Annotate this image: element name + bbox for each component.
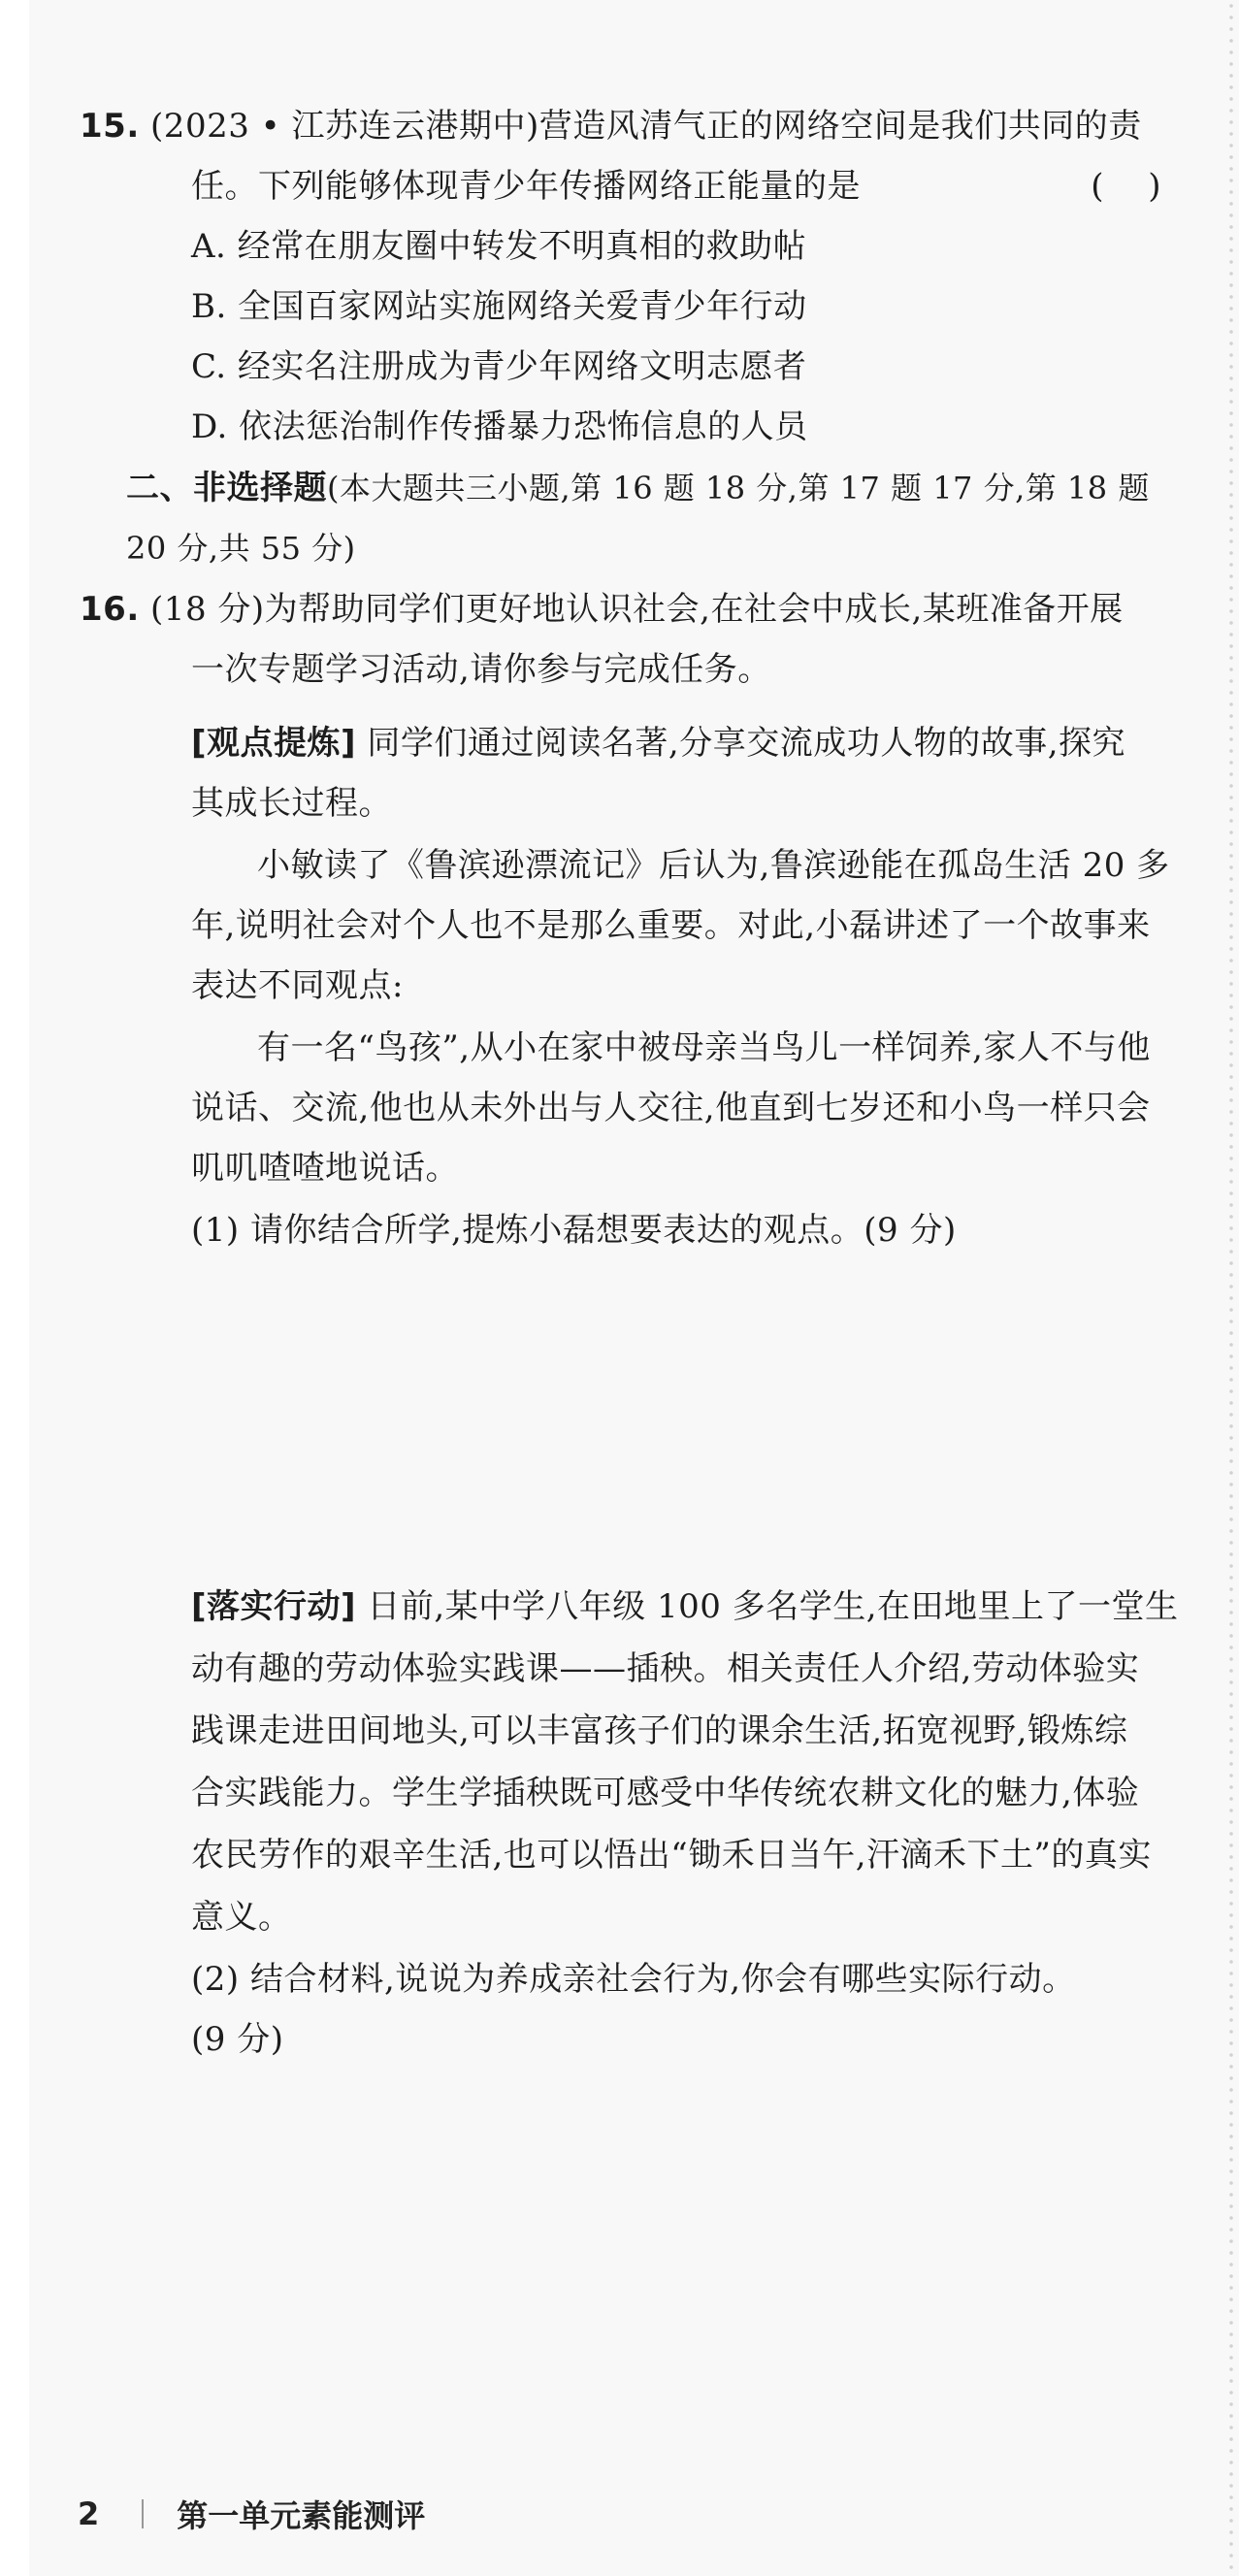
part2-line1 (191, 1585, 1179, 1628)
part1-text-line2: 其成长过程。 (191, 784, 392, 823)
part2-question-line1: (2) 结合材料,说说为养成亲社会行为,你会有哪些实际行动。 (191, 1960, 1076, 1999)
answer-parentheses: ( ) (1091, 167, 1161, 206)
part1-question: (1) 请你结合所学,提炼小磊想要表达的观点。(9 分) (191, 1211, 957, 1250)
q15-option-d: D. 依法惩治制作传播暴力恐怖信息的人员 (191, 408, 808, 446)
page-number: 2 (78, 2495, 100, 2532)
page-footer (78, 2492, 425, 2536)
unit-title: 第一单元素能测评 (177, 2497, 426, 2534)
section2-title: 二、非选择题 (126, 469, 327, 507)
section2-desc-line1: (本大题共三小题,第 16 题 18 分,第 17 题 17 分,第 18 题 (327, 470, 1150, 506)
part2-question-line2: (9 分) (191, 2020, 284, 2059)
part2-line6: 意义。 (191, 1898, 292, 1937)
section2-heading (126, 467, 1150, 509)
footer-divider (142, 2499, 144, 2528)
part1-para2-line2: 说话、交流,他也从未外出与人交往,他直到七岁还和小鸟一样只会 (191, 1089, 1151, 1127)
q15-option-a: A. 经常在朋友圈中转发不明真相的救助帖 (191, 227, 807, 266)
part1-text-line1: 同学们通过阅读名著,分享交流成功人物的故事,探究 (367, 724, 1126, 763)
part1-para1-line3: 表达不同观点: (191, 966, 404, 1005)
q15-line2 (191, 165, 1200, 208)
part2-line5: 农民劳作的艰辛生活,也可以悟出“锄禾日当午,汗滴禾下土”的真实 (191, 1836, 1152, 1875)
q16-intro-line1: (18 分)为帮助同学们更好地认识社会,在社会中成长,某班准备开展 (150, 590, 1124, 629)
q15-option-c: C. 经实名注册成为青少年网络文明志愿者 (191, 347, 807, 386)
q16-intro-line2: 一次专题学习活动,请你参与完成任务。 (191, 650, 771, 689)
binding-edge (1223, 0, 1239, 2576)
part2-text-line1: 日前,某中学八年级 100 多名学生,在田地里上了一堂生 (367, 1587, 1179, 1626)
section2-desc-line2: 20 分,共 55 分) (126, 530, 356, 567)
part2-tag: [落实行动] (191, 1587, 357, 1626)
q15-number: 15. (80, 107, 140, 146)
part1-para1-line1: 小敏读了《鲁滨逊漂流记》后认为,鲁滨逊能在孤岛生活 20 多 (257, 846, 1170, 885)
part1-line1 (191, 722, 1125, 765)
q15-stem-line1: (2023 • 江苏连云港期中)营造风清气正的网络空间是我们共同的责 (150, 107, 1142, 146)
q15-option-b: B. 全国百家网站实施网络关爱青少年行动 (191, 287, 807, 326)
part1-tag: [观点提炼] (191, 724, 357, 763)
part1-para2-line1: 有一名“鸟孩”,从小在家中被母亲当鸟儿一样饲养,家人不与他 (257, 1028, 1151, 1067)
q15-line1 (80, 105, 1142, 147)
part1-para2-line3: 叽叽喳喳地说话。 (191, 1149, 459, 1188)
q15-stem-line2: 任。下列能够体现青少年传播网络正能量的是 (191, 167, 861, 206)
part2-line4: 合实践能力。学生学插秧既可感受中华传统农耕文化的魅力,体验 (191, 1774, 1140, 1812)
q16-line1 (80, 588, 1124, 631)
q16-number: 16. (80, 590, 140, 629)
part1-para1-line2: 年,说明社会对个人也不是那么重要。对此,小磊讲述了一个故事来 (191, 906, 1151, 945)
part2-line2: 动有趣的劳动体验实践课——插秧。相关责任人介绍,劳动体验实 (191, 1649, 1140, 1688)
part2-line3: 践课走进田间地头,可以丰富孩子们的课余生活,拓宽视野,锻炼综 (191, 1712, 1128, 1750)
